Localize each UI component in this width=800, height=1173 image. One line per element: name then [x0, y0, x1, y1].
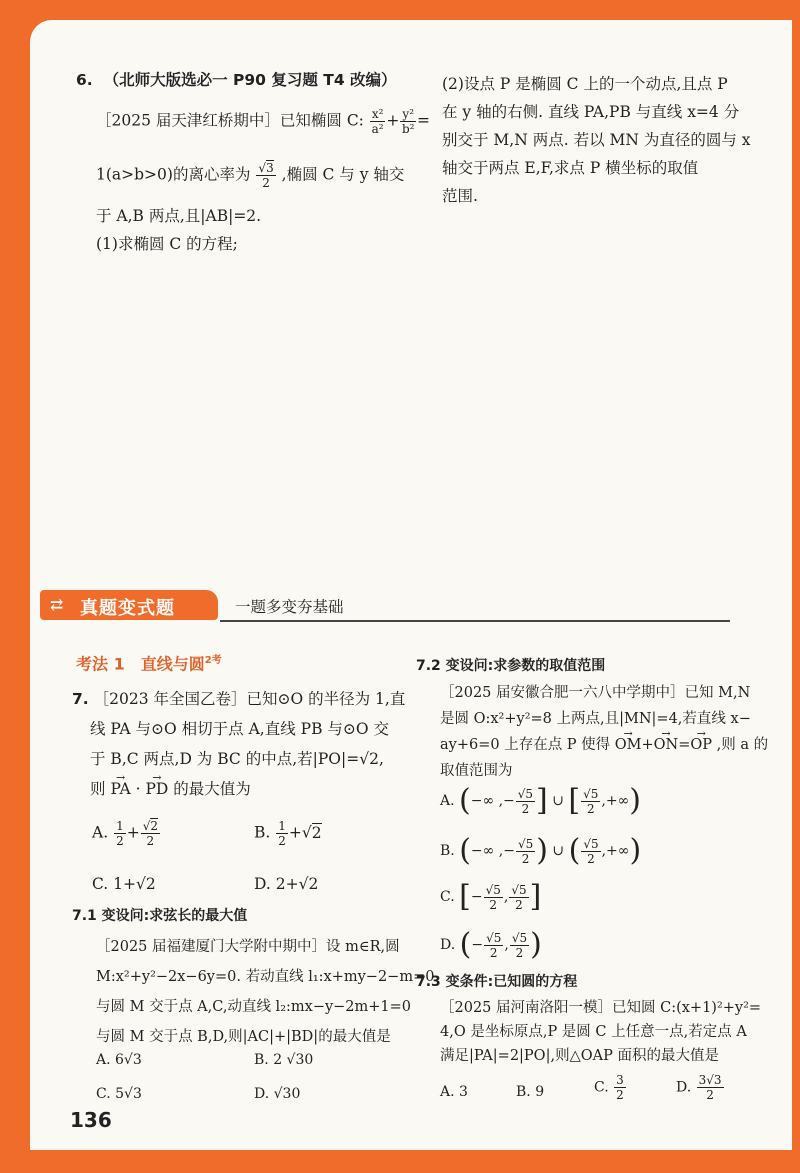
p6-q2-line: 在 y 轴的右侧. 直线 PA,PB 与直线 x=4 分: [442, 103, 740, 121]
p7-line4a: 则: [90, 780, 106, 798]
p71-line: M:x²+y²−2x−6y=0. 若动直线 l₁:x+my−2−m=0: [96, 969, 435, 985]
p73-option-d[interactable]: D. $\frac{3√3}{2}$: [676, 1073, 722, 1102]
p73-option-a[interactable]: A. 3: [440, 1084, 468, 1100]
p72-title: 7.2 变设问:求参数的取值范围: [416, 658, 606, 674]
p73-option-c-label: C.: [594, 1079, 609, 1096]
banner-title: 真题变式题: [80, 598, 175, 619]
p6-exam: ［2025 届天津红桥期中］已知椭圆: [96, 111, 342, 130]
p7-option-d[interactable]: D. 2+√2: [254, 875, 319, 893]
p7-option-c[interactable]: C. 1+√2: [92, 875, 156, 893]
p73-option-b[interactable]: B. 9: [516, 1084, 545, 1100]
p72-line3a: ay+6=0 上存在点 P 使得: [440, 737, 611, 753]
p72-option-c[interactable]: C. [− $\frac{√5}{2}$ , $\frac{√5}{2}$ ]: [440, 879, 542, 914]
p72-line4: 取值范围为: [440, 763, 513, 779]
p7-option-b-label: B.: [254, 823, 271, 842]
p7-line4b: 的最大值为: [173, 780, 251, 798]
banner-rule: [220, 620, 730, 622]
p7-block: [72, 684, 405, 804]
p6-line2: [96, 162, 404, 189]
p72-option-b-label: B.: [440, 843, 455, 859]
p6-q2-line: 别交于 M,N 两点. 若以 MN 为直径的圆与 x: [442, 131, 751, 149]
p6-number: 6.: [76, 71, 93, 89]
p6-line3: 于 A,B 两点,且|AB|=2.: [96, 207, 262, 225]
p7-option-a-label: A.: [92, 823, 109, 842]
section-title-sup: 2考: [204, 655, 222, 666]
section-title-text: 考法 1 直线与圆: [76, 654, 205, 674]
p71-option-d[interactable]: D. √30: [254, 1086, 301, 1102]
p73-line: ［2025 届河南洛阳一模］已知圆 C:(x+1)²+y²=: [440, 1000, 762, 1016]
p73-line: 4,O 是坐标原点,P 是圆 C 上任意一点,若定点 A: [440, 1024, 747, 1040]
section-title: [76, 651, 222, 674]
p7-number: 7.: [72, 690, 89, 708]
section-banner: [40, 590, 740, 630]
p73-title: 7.3 变条件:已知圆的方程: [416, 974, 578, 990]
p71-option-b[interactable]: B. 2 √30: [254, 1052, 314, 1068]
p7-line: ［2023 年全国乙卷］已知⊙O 的半径为 1,直: [93, 690, 406, 708]
p72-option-d-label: D.: [440, 937, 456, 953]
banner-subtitle: 一题多变夯基础: [235, 598, 344, 616]
p73-block: [440, 996, 761, 1068]
p6-source: （北师大版选必一 P90 复习题 T4 改编）: [103, 71, 397, 89]
p73-line: 满足|PA|=2|PO|,则△OAP 面积的最大值是: [440, 1048, 719, 1064]
p71-option-a[interactable]: A. 6√3: [96, 1052, 142, 1068]
p71-title: 7.1 变设问:求弦长的最大值: [72, 908, 248, 924]
p71-option-c[interactable]: C. 5√3: [96, 1086, 142, 1102]
p6-q2-line: 轴交于两点 E,F,求点 P 横坐标的取值: [442, 159, 699, 177]
p72-line3b: ,则 a 的: [716, 737, 769, 753]
p71-line: ［2025 届福建厦门大学附中期中］设 m∈R,圆: [96, 939, 400, 955]
p7-option-b[interactable]: B. $\frac{1}{2}$ +√2: [254, 819, 322, 848]
p72-line: ［2025 届安徽合肥一六八中学期中］已知 M,N: [440, 685, 751, 701]
p72-option-a-label: A.: [440, 793, 455, 809]
p73-option-d-label: D.: [676, 1079, 692, 1096]
p72-option-a[interactable]: A. (−∞ ,− $\frac{√5}{2}$ ] ∪ [ $\frac{√5}{2}$ ,+∞): [440, 783, 641, 818]
p6-line2a: 1(a>b>0)的离心率为: [96, 165, 251, 184]
p6-line1: ［2025 届天津红桥期中］已知椭圆 C: $\frac{\text{x²}}{\text{a²}}$ + $\frac{\text{y²}}{\text{b²}}$ =: [96, 107, 431, 136]
p6-q2-line: 范围.: [442, 187, 478, 205]
p7-line: 于 B,C 两点,D 为 BC 的中点,若|PO|=√2,: [90, 750, 384, 768]
vector-pd: → PD: [145, 774, 168, 804]
p6-q2-line: (2)设点 P 是椭圆 C 上的一个动点,且点 P: [442, 75, 728, 93]
banner-arrows-icon: ⇄: [50, 595, 64, 614]
p72-option-b[interactable]: B. (−∞ ,− $\frac{√5}{2}$ ) ∪ ( $\frac{√5}{2}$ ,+∞): [440, 833, 642, 868]
p7-option-a[interactable]: A. $\frac{1}{2}$ + $\frac{√2}{2}$: [92, 819, 158, 848]
p71-line: 与圆 M 交于点 B,D,则|AC|+|BD|的最大值是: [96, 1029, 391, 1045]
p73-option-c[interactable]: C. $\frac{3}{2}$: [594, 1073, 624, 1102]
p6-ellipse-c: C:: [346, 111, 364, 130]
p72-line3: ay+6=0 上存在点 P 使得 → OM+→ ON=→ OP ,则 a 的: [440, 732, 768, 758]
p72-line: 是圆 O:x²+y²=8 上两点,且|MN|=4,若直线 x−: [440, 711, 751, 727]
fraction-sqrt3-2: $\frac{√3}{2}$: [258, 161, 274, 190]
vector-pa: → PA: [110, 774, 130, 804]
p71-line: 与圆 M 交于点 A,C,动直线 l₂:mx−y−2m+1=0: [96, 999, 412, 1015]
p72-option-d[interactable]: D. (− $\frac{√5}{2}$ , $\frac{√5}{2}$ ): [440, 927, 542, 962]
p6-line2b: ,椭圆 C 与 y 轴交: [281, 165, 405, 184]
p72-option-c-label: C.: [440, 889, 455, 905]
p6-question1: (1)求椭圆 C 的方程;: [96, 235, 238, 253]
fraction-y2-b2: $\frac{\text{y²}}{\text{b²}}$: [401, 107, 415, 136]
p7-line4: 则 → PA · → PD 的最大值为: [72, 774, 405, 804]
page-number: 136: [70, 1108, 112, 1132]
p72-block: [440, 680, 768, 784]
p7-line: 线 PA 与⊙O 相切于点 A,直线 PB 与⊙O 交: [90, 720, 390, 738]
fraction-x2-a2: $\frac{\text{x²}}{\text{a²}}$: [371, 107, 384, 136]
p6-header: [76, 70, 397, 90]
p6-question2: [442, 70, 751, 210]
p71-block: [96, 932, 434, 1052]
